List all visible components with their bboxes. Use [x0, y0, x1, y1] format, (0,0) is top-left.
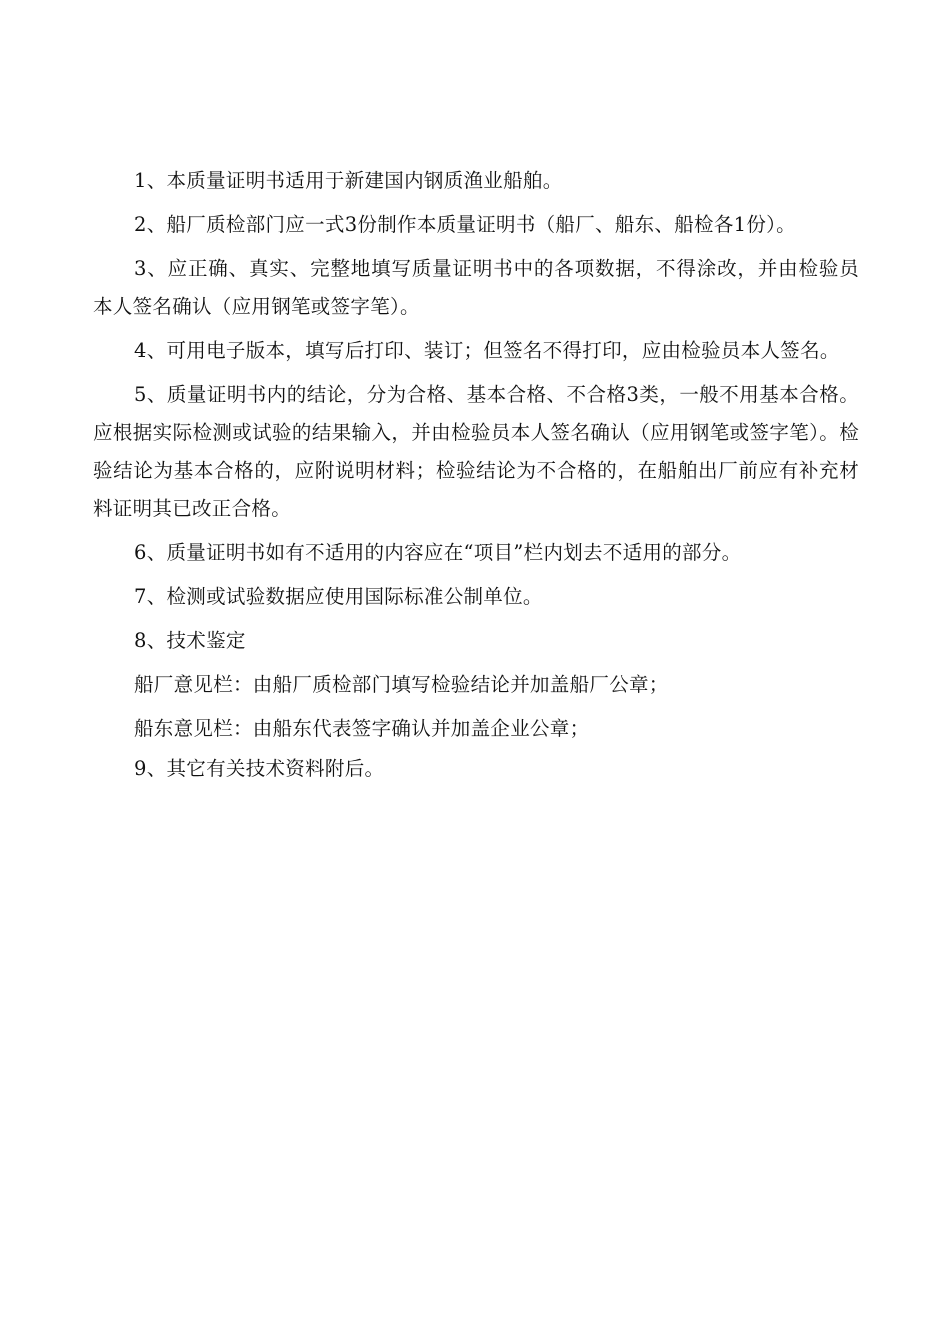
note-1: 1、本质量证明书适用于新建国内钢质渔业船舶。	[134, 169, 563, 192]
note-4: 4、可用电子版本，填写后打印、装订；但签名不得打印，应由检验员本人签名。	[134, 339, 840, 362]
instructions-section	[93, 162, 859, 794]
note-5: 5、质量证明书内的结论，分为合格、基本合格、不合格3类，一般不用基本合格。应根据实际检测或试验的结果输入，并由检验员本人签名确认（应用钢笔或签字笔）。检验结论为基本合格的，应附说明材料；检验结论为不合格的，在船舶出厂前应有补充材料证明其已改正合格。	[93, 383, 859, 520]
note-3: 3、应正确、真实、完整地填写质量证明书中的各项数据，不得涂改，并由检验员本人签名确认（应用钢笔或签字笔）。	[93, 257, 859, 318]
note-8-shipowner-opinion: 船东意见栏：由船东代表签字确认并加盖企业公章；	[134, 717, 590, 740]
note-9: 9、其它有关技术资料附后。	[134, 757, 385, 780]
note-8-shipyard-opinion: 船厂意见栏：由船厂质检部门填写检验结论并加盖船厂公章；	[134, 673, 669, 696]
note-6: 6、质量证明书如有不适用的内容应在“项目”栏内划去不适用的部分。	[134, 541, 742, 564]
note-2: 2、船厂质检部门应一式3份制作本质量证明书（船厂、船东、船检各1份）。	[134, 213, 796, 236]
note-8: 8、技术鉴定	[134, 629, 246, 652]
note-7: 7、检测或试验数据应使用国际标准公制单位。	[134, 585, 543, 608]
